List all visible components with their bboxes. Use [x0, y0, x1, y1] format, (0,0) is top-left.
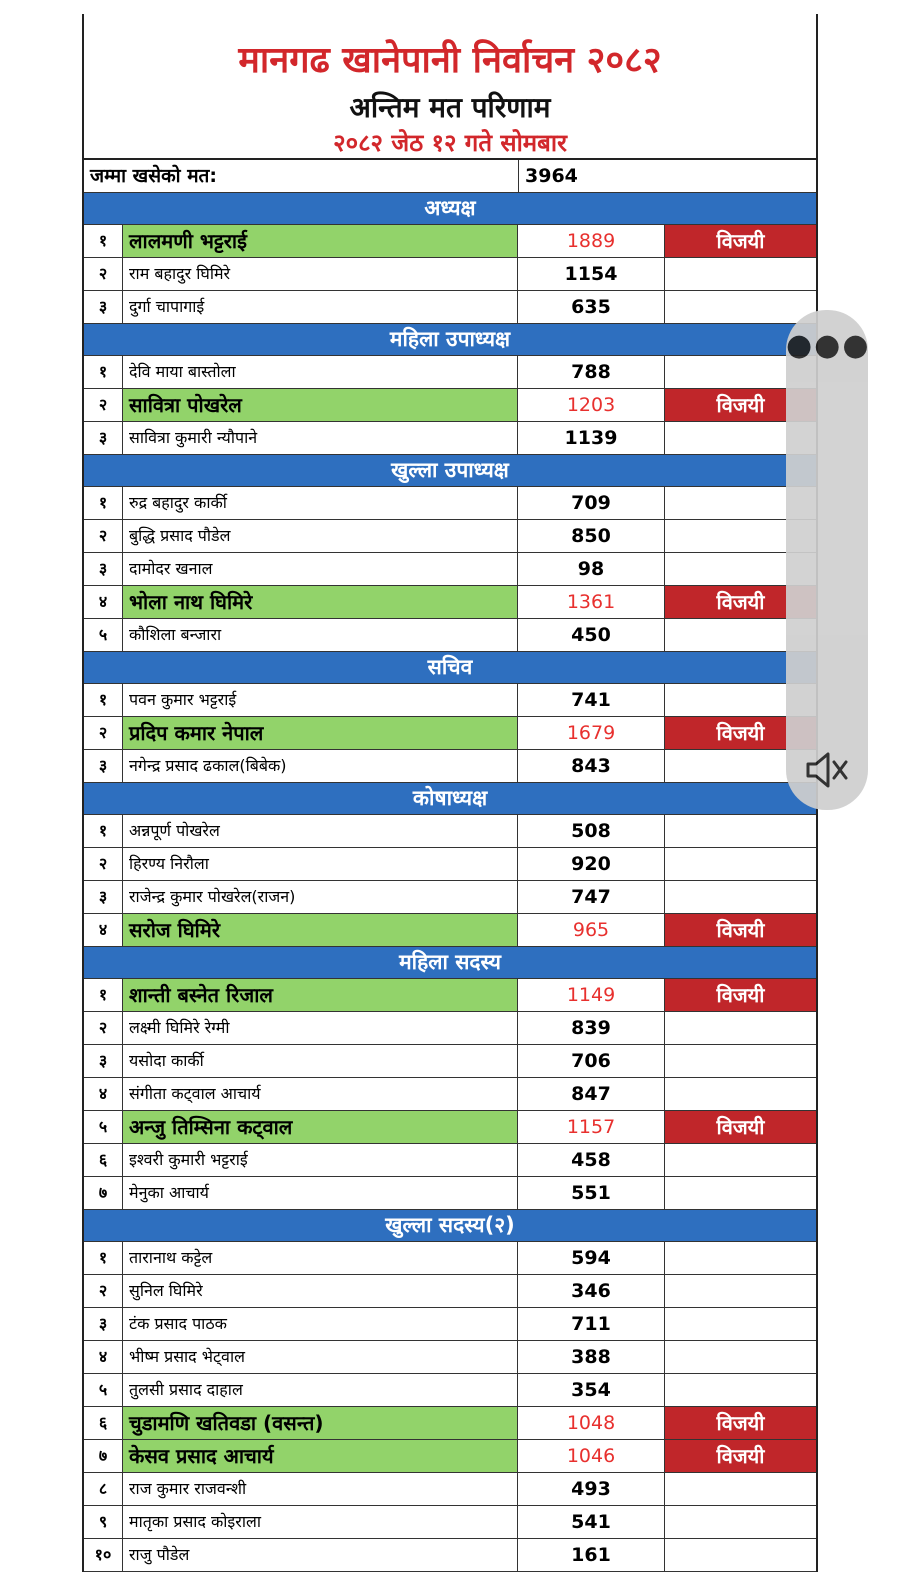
table-row — [84, 1473, 816, 1506]
total-votes-row — [84, 160, 816, 193]
table-row — [84, 848, 816, 881]
candidate-number: १ — [84, 1242, 123, 1274]
vote-count: 1139 — [518, 422, 665, 454]
candidate-number: १ — [84, 979, 123, 1011]
candidate-name: प्रदिप कमार नेपाल — [123, 717, 518, 749]
candidate-number: १ — [84, 684, 123, 716]
result-cell: विजयी — [665, 914, 816, 946]
result-cell — [665, 1045, 816, 1077]
video-controls-overlay — [786, 310, 871, 810]
candidate-number: ३ — [84, 1308, 123, 1340]
table-row — [84, 1506, 816, 1539]
candidate-name: चुडामणि खतिवडा (वसन्त) — [123, 1407, 518, 1439]
candidate-number: ३ — [84, 1045, 123, 1077]
candidate-number: २ — [84, 389, 123, 421]
result-cell — [665, 1308, 816, 1340]
table-row — [84, 1012, 816, 1045]
candidate-name: राज कुमार राजवन्शी — [123, 1473, 518, 1505]
candidate-number: ३ — [84, 553, 123, 585]
candidate-name: सरोज घिमिरे — [123, 914, 518, 946]
candidate-number: ६ — [84, 1407, 123, 1439]
vote-count: 850 — [518, 520, 665, 552]
result-cell — [665, 1473, 816, 1505]
table-row — [84, 1078, 816, 1111]
section-header: सचिव — [84, 652, 816, 684]
page-title: मानगढ खानेपानी निर्वाचन २०८२ — [238, 40, 662, 81]
candidate-name: अन्नपूर्ण पोखरेल — [123, 815, 518, 847]
page-subtitle: अन्तिम मत परिणाम — [349, 91, 551, 124]
table-row — [84, 881, 816, 914]
candidate-name: दुर्गा चापागाई — [123, 291, 518, 323]
candidate-name: पवन कुमार भट्टराई — [123, 684, 518, 716]
result-cell: विजयी — [665, 225, 816, 257]
candidate-number: १ — [84, 356, 123, 388]
result-cell — [665, 1144, 816, 1176]
result-cell — [665, 815, 816, 847]
candidate-name: राजेन्द्र कुमार पोखरेल(राजन) — [123, 881, 518, 913]
table-row — [84, 750, 816, 783]
more-dots-icon[interactable]: ●●● — [786, 328, 871, 363]
candidate-number: ३ — [84, 422, 123, 454]
vote-count: 493 — [518, 1473, 665, 1505]
candidate-number: २ — [84, 258, 123, 290]
table-row — [84, 553, 816, 586]
table-row — [84, 356, 816, 389]
candidate-name: सावित्रा पोखरेल — [123, 389, 518, 421]
section-header: खुल्ला उपाध्यक्ष — [84, 455, 816, 487]
candidate-name: भोला नाथ घिमिरे — [123, 586, 518, 618]
table-row — [84, 422, 816, 455]
candidate-number: ४ — [84, 1078, 123, 1110]
candidate-number: ३ — [84, 291, 123, 323]
vote-count: 1154 — [518, 258, 665, 290]
result-cell: विजयी — [665, 717, 816, 749]
vote-count: 709 — [518, 487, 665, 519]
candidate-name: रुद्र बहादुर कार्की — [123, 487, 518, 519]
candidate-number: ४ — [84, 914, 123, 946]
result-cell: विजयी — [665, 1111, 816, 1143]
candidate-number: २ — [84, 1275, 123, 1307]
table-row — [84, 1440, 816, 1473]
table-row — [84, 1045, 816, 1078]
total-votes-value: 3964 — [525, 165, 578, 187]
vote-count: 354 — [518, 1374, 665, 1406]
result-cell: विजयी — [665, 389, 816, 421]
candidate-name: राजु पौडेल — [123, 1539, 518, 1571]
candidate-name: इश्वरी कुमारी भट्टराई — [123, 1144, 518, 1176]
candidate-number: २ — [84, 717, 123, 749]
election-date: २०८२ जेठ १२ गते सोमबार — [333, 129, 567, 157]
vote-count: 1149 — [518, 979, 665, 1011]
vote-count: 747 — [518, 881, 665, 913]
table-row — [84, 389, 816, 422]
candidate-number: २ — [84, 1012, 123, 1044]
candidate-name: तारानाथ कट्टेल — [123, 1242, 518, 1274]
table-row — [84, 914, 816, 947]
vote-count: 1889 — [518, 225, 665, 257]
vote-count: 1046 — [518, 1440, 665, 1472]
table-row — [84, 1308, 816, 1341]
candidate-name: सावित्रा कुमारी न्यौपाने — [123, 422, 518, 454]
candidate-number: ३ — [84, 881, 123, 913]
candidate-number: ५ — [84, 619, 123, 651]
section-header: महिला उपाध्यक्ष — [84, 324, 816, 356]
candidate-name: टंक प्रसाद पाठक — [123, 1308, 518, 1340]
table-row — [84, 1144, 816, 1177]
vote-count: 1048 — [518, 1407, 665, 1439]
result-cell: विजयी — [665, 1440, 816, 1472]
result-cell — [665, 291, 816, 323]
vote-count: 346 — [518, 1275, 665, 1307]
table-row — [84, 815, 816, 848]
vote-count: 1157 — [518, 1111, 665, 1143]
vote-count: 508 — [518, 815, 665, 847]
vote-count: 843 — [518, 750, 665, 782]
candidate-name: केसव प्रसाद आचार्य — [123, 1440, 518, 1472]
table-row — [84, 1407, 816, 1440]
candidate-number: २ — [84, 848, 123, 880]
table-row — [84, 684, 816, 717]
table-row — [84, 717, 816, 750]
vote-count: 1361 — [518, 586, 665, 618]
table-row — [84, 520, 816, 553]
sheet-header — [84, 14, 816, 160]
result-cell — [665, 1374, 816, 1406]
vote-count: 635 — [518, 291, 665, 323]
vote-count: 706 — [518, 1045, 665, 1077]
candidate-number: १० — [84, 1539, 123, 1571]
candidate-number: ४ — [84, 586, 123, 618]
candidate-number: २ — [84, 520, 123, 552]
vote-count: 741 — [518, 684, 665, 716]
table-row — [84, 1275, 816, 1308]
candidate-name: बुद्धि प्रसाद पौडेल — [123, 520, 518, 552]
table-row — [84, 586, 816, 619]
section-header: कोषाध्यक्ष — [84, 783, 816, 815]
vote-count: 98 — [518, 553, 665, 585]
result-cell: विजयी — [665, 586, 816, 618]
candidate-number: ७ — [84, 1440, 123, 1472]
candidate-number: ८ — [84, 1473, 123, 1505]
table-row — [84, 1177, 816, 1210]
candidate-name: राम बहादुर घिमिरे — [123, 258, 518, 290]
table-row — [84, 1242, 816, 1275]
vote-count: 458 — [518, 1144, 665, 1176]
candidate-number: १ — [84, 225, 123, 257]
section-header: खुल्ला सदस्य(२) — [84, 1210, 816, 1242]
candidate-number: १ — [84, 815, 123, 847]
table-row — [84, 1341, 816, 1374]
result-cell — [665, 1242, 816, 1274]
candidate-name: हिरण्य निरौला — [123, 848, 518, 880]
candidate-name: अन्जु तिम्सिना कट्वाल — [123, 1111, 518, 1143]
candidate-number: ७ — [84, 1177, 123, 1209]
candidate-number: ९ — [84, 1506, 123, 1538]
result-cell — [665, 258, 816, 290]
table-row — [84, 487, 816, 520]
result-cell — [665, 881, 816, 913]
vote-count: 788 — [518, 356, 665, 388]
candidate-number: १ — [84, 487, 123, 519]
candidate-name: भीष्म प्रसाद भेट्वाल — [123, 1341, 518, 1373]
candidate-name: शान्ती बस्नेत रिजाल — [123, 979, 518, 1011]
vote-count: 839 — [518, 1012, 665, 1044]
candidate-number: ६ — [84, 1144, 123, 1176]
candidate-name: दामोदर खनाल — [123, 553, 518, 585]
results-table — [84, 193, 816, 1572]
total-votes-label: जम्मा खसेको मत: — [84, 160, 519, 192]
table-row — [84, 979, 816, 1012]
table-row — [84, 1374, 816, 1407]
result-cell — [665, 1341, 816, 1373]
vote-count: 388 — [518, 1341, 665, 1373]
candidate-name: कौशिला बन्जारा — [123, 619, 518, 651]
result-cell: विजयी — [665, 979, 816, 1011]
result-cell — [665, 1078, 816, 1110]
vote-count: 1203 — [518, 389, 665, 421]
candidate-number: ५ — [84, 1111, 123, 1143]
table-row — [84, 1539, 816, 1572]
candidate-name: सुनिल घिमिरे — [123, 1275, 518, 1307]
candidate-name: लालमणी भट्टराई — [123, 225, 518, 257]
result-cell — [665, 1012, 816, 1044]
speaker-muted-icon[interactable] — [804, 750, 850, 790]
vote-count: 1679 — [518, 717, 665, 749]
candidate-number: ५ — [84, 1374, 123, 1406]
candidate-name: तुलसी प्रसाद दाहाल — [123, 1374, 518, 1406]
candidate-name: संगीता कट्वाल आचार्य — [123, 1078, 518, 1110]
candidate-number: ४ — [84, 1341, 123, 1373]
candidate-name: नगेन्द्र प्रसाद ढकाल(बिबेक) — [123, 750, 518, 782]
vote-count: 551 — [518, 1177, 665, 1209]
vote-count: 541 — [518, 1506, 665, 1538]
candidate-number: ३ — [84, 750, 123, 782]
vote-count: 161 — [518, 1539, 665, 1571]
section-header: अध्यक्ष — [84, 193, 816, 225]
table-row — [84, 1111, 816, 1144]
candidate-name: मातृका प्रसाद कोइराला — [123, 1506, 518, 1538]
vote-count: 711 — [518, 1308, 665, 1340]
result-cell — [665, 1177, 816, 1209]
table-row — [84, 258, 816, 291]
table-row — [84, 225, 816, 258]
vote-count: 965 — [518, 914, 665, 946]
result-cell: विजयी — [665, 1407, 816, 1439]
vote-count: 847 — [518, 1078, 665, 1110]
result-cell — [665, 1275, 816, 1307]
result-cell — [665, 1539, 816, 1571]
candidate-name: देवि माया बास्तोला — [123, 356, 518, 388]
table-row — [84, 291, 816, 324]
vote-count: 594 — [518, 1242, 665, 1274]
vote-count: 920 — [518, 848, 665, 880]
result-cell — [665, 848, 816, 880]
section-header: महिला सदस्य — [84, 947, 816, 979]
candidate-name: मेनुका आचार्य — [123, 1177, 518, 1209]
results-sheet — [82, 14, 818, 1572]
table-row — [84, 619, 816, 652]
candidate-name: यसोदा कार्की — [123, 1045, 518, 1077]
vote-count: 450 — [518, 619, 665, 651]
result-cell — [665, 1506, 816, 1538]
candidate-name: लक्ष्मी घिमिरे रेग्मी — [123, 1012, 518, 1044]
